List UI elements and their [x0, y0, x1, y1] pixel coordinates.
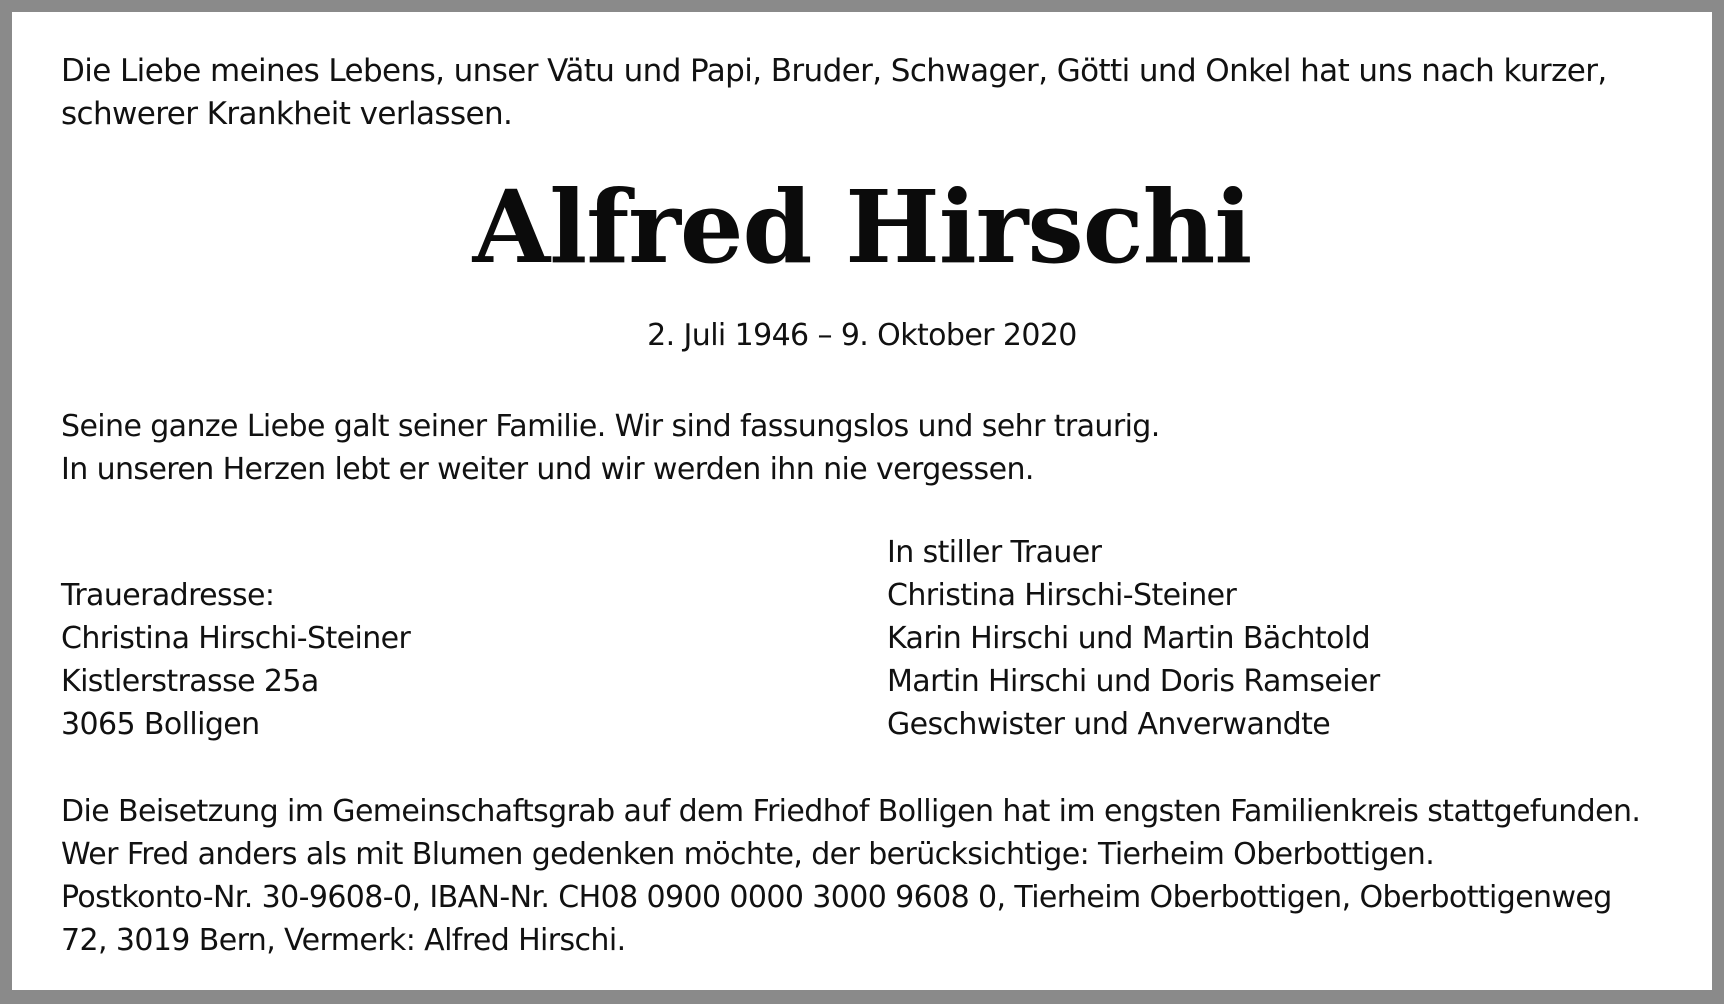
- deceased-name: Alfred Hirschi: [472, 168, 1252, 286]
- closing-line: 72, 3019 Bern, Vermerk: Alfred Hirschi.: [61, 923, 626, 958]
- mourners-list: [887, 531, 1380, 746]
- address-line: 3065 Bolligen: [61, 707, 260, 742]
- intro-text: Die Liebe meines Lebens, unser Vätu und Papi, Bruder, Schwager, Götti und Onkel hat uns nach kurzer, schwerer Krankheit verlassen.: [61, 53, 1607, 132]
- closing-line: Postkonto-Nr. 30-9608-0, IBAN-Nr. CH08 0900 0000 3000 9608 0, Tierheim Oberbottigen, Oberbottigenweg: [61, 880, 1612, 915]
- address-heading: Traueradresse:: [61, 578, 275, 613]
- tribute-paragraph: [61, 405, 1160, 491]
- closing-line: Wer Fred anders als mit Blumen gedenken möchte, der berücksichtige: Tierheim Oberbottigen.: [61, 837, 1435, 872]
- mourners-heading: In stiller Trauer: [887, 535, 1102, 570]
- mourner-name: Christina Hirschi-Steiner: [887, 578, 1237, 613]
- mourner-name: Geschwister und Anverwandte: [887, 707, 1331, 742]
- mourner-name: Karin Hirschi und Martin Bächtold: [887, 621, 1371, 656]
- life-dates: 2. Juli 1946 – 9. Oktober 2020: [647, 318, 1077, 353]
- tribute-line: Seine ganze Liebe galt seiner Familie. Wir sind fassungslos und sehr traurig.: [61, 409, 1160, 444]
- obituary-notice: [12, 12, 1712, 990]
- closing-paragraph: [61, 790, 1640, 962]
- closing-line: Die Beisetzung im Gemeinschaftsgrab auf dem Friedhof Bolligen hat im engsten Familienkreis stattgefunden.: [61, 794, 1641, 829]
- address-line: Kistlerstrasse 25a: [61, 664, 319, 699]
- tribute-line: In unseren Herzen lebt er weiter und wir werden ihn nie vergessen.: [61, 452, 1034, 487]
- mourner-name: Martin Hirschi und Doris Ramseier: [887, 664, 1380, 699]
- mourning-address: [61, 574, 410, 746]
- address-line: Christina Hirschi-Steiner: [61, 621, 411, 656]
